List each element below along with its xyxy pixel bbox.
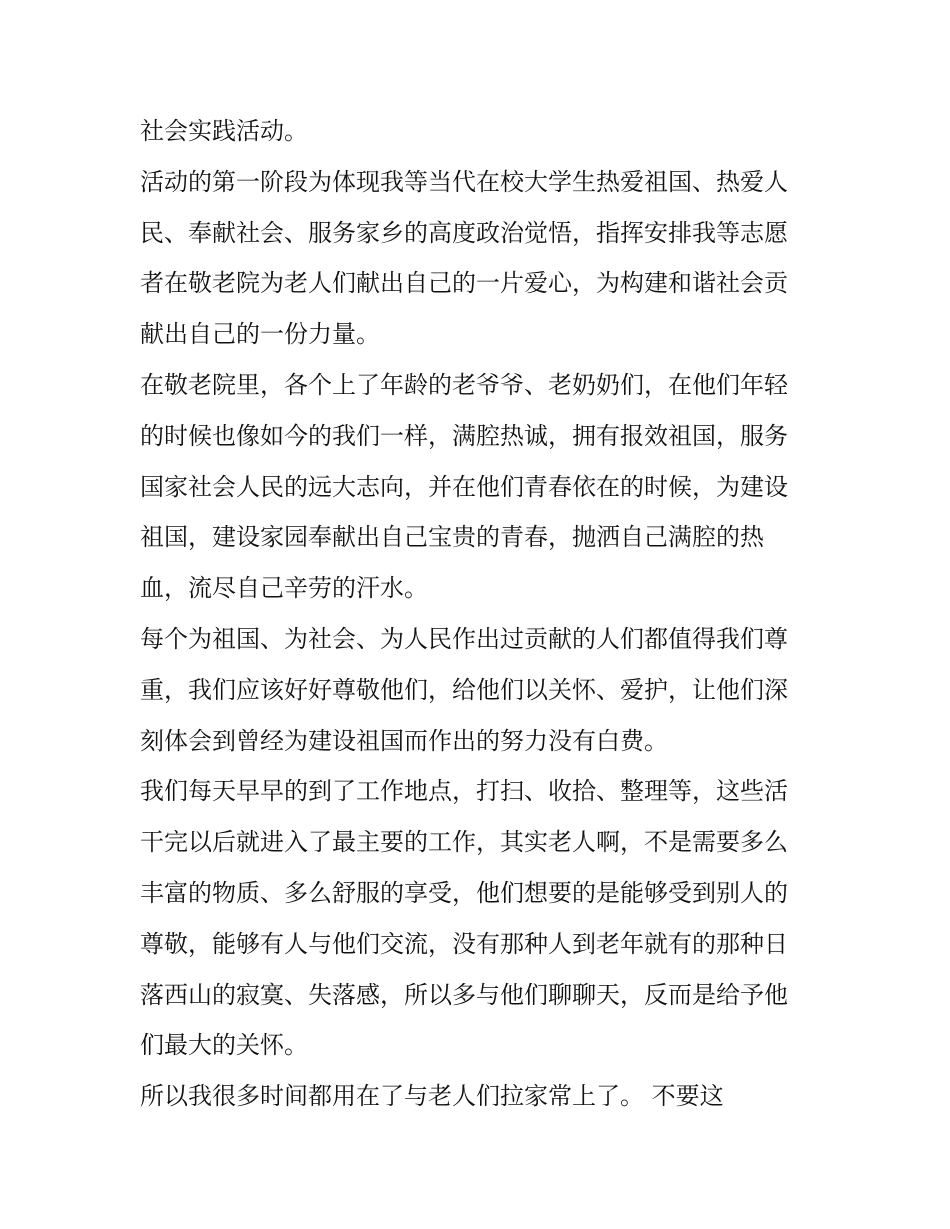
text-line: 的时候也像如今的我们一样，满腔热诚，拥有报效祖国，服务 xyxy=(140,421,788,450)
text-line: 我们每天早早的到了工作地点，打扫、收拾、整理等，这些活 xyxy=(140,777,788,806)
text-line: 民、奉献社会、服务家乡的高度政治觉悟，指挥安排我等志愿 xyxy=(140,218,788,247)
text-line: 重，我们应该好好尊敬他们，给他们以关怀、爱护，让他们深 xyxy=(140,675,788,704)
text-line: 丰富的物质、多么舒服的享受，他们想要的是能够受到别人的 xyxy=(140,878,788,907)
text-line: 国家社会人民的远大志向，并在他们青春依在的时候，为建设 xyxy=(140,472,788,501)
text-line: 每个为祖国、为社会、为人民作出过贡献的人们都值得我们尊 xyxy=(140,624,788,653)
text-line: 社会实践活动。 xyxy=(140,117,308,145)
text-line: 刻体会到曾经为建设祖国而作出的努力没有白费。 xyxy=(140,726,668,755)
text-line: 干完以后就进入了最主要的工作，其实老人啊，不是需要多么 xyxy=(140,828,788,857)
text-line: 们最大的关怀。 xyxy=(140,1031,308,1060)
text-line: 落西山的寂寞、失落感，所以多与他们聊聊天，反而是给予他 xyxy=(140,980,788,1009)
text-line: 祖国，建设家园奉献出自己宝贵的青春，抛洒自己满腔的热 xyxy=(140,523,764,552)
text-line: 所以我很多时间都用在了与老人们拉家常上了。 不要这 xyxy=(140,1082,724,1111)
text-line: 者在敬老院为老人们献出自己的一片爱心，为构建和谐社会贡 xyxy=(140,269,788,298)
text-line: 尊敬，能够有人与他们交流，没有那种人到老年就有的那种日 xyxy=(140,929,788,958)
text-line: 献出自己的一份力量。 xyxy=(140,320,380,349)
text-line: 血，流尽自己辛劳的汗水。 xyxy=(140,574,428,603)
text-line: 活动的第一阶段为体现我等当代在校大学生热爱祖国、热爱人 xyxy=(140,167,788,196)
text-line: 在敬老院里，各个上了年龄的老爷爷、老奶奶们，在他们年轻 xyxy=(140,370,788,399)
document-body-text xyxy=(140,106,820,1122)
